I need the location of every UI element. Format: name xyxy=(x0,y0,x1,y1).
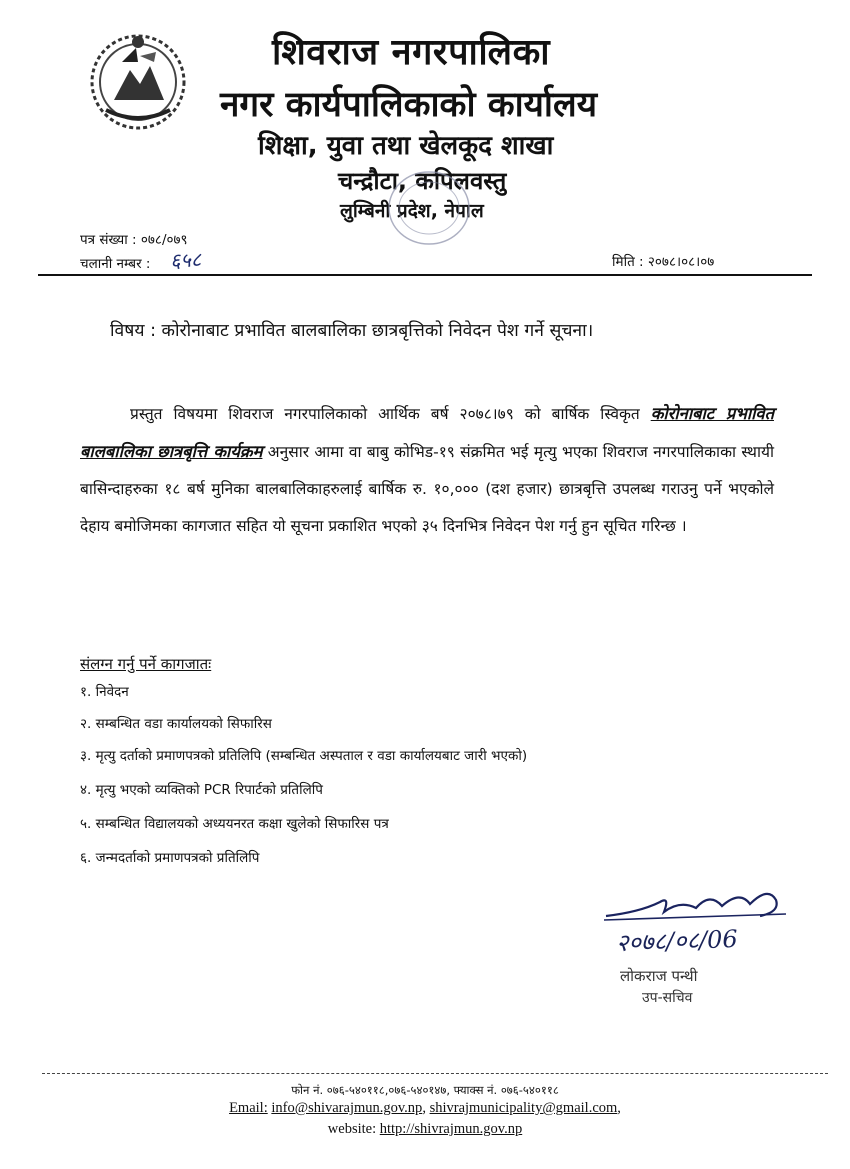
reference-number: पत्र संख्या : ०७८/०७९ xyxy=(80,232,188,248)
email-link-primary[interactable]: info@shivarajmun.gov.np xyxy=(271,1100,423,1116)
nepal-emblem-logo xyxy=(84,26,192,134)
footer-email-line xyxy=(0,1100,850,1117)
office-name: नगर कार्यपालिकाको कार्यालय xyxy=(220,85,598,125)
signatory-name: लोकराज पन्थी xyxy=(620,967,698,985)
municipality-name: शिवराज नगरपालिका xyxy=(272,32,551,73)
dispatch-number-handwritten: ६५८ xyxy=(169,247,202,273)
office-province: लुम्बिनी प्रदेश, नेपाल xyxy=(340,200,484,222)
letter-date: मिति : २०७८।०८।०७ xyxy=(612,254,715,270)
email-separator: , xyxy=(422,1100,426,1116)
office-location: चन्द्रौटा, कपिलवस्तु xyxy=(338,167,507,195)
attachments-heading: संलग्न गर्नु पर्ने कागजातः xyxy=(80,655,212,673)
office-stamp xyxy=(384,166,474,250)
program-name: कोरोनाबाट प्रभावित बालबालिका छात्रबृत्ति कार्यक्रम xyxy=(80,404,774,461)
header-divider xyxy=(38,274,812,276)
signature-date-handwritten: २०७८/०८/06 xyxy=(615,924,739,958)
attachment-item: ४. मृत्यु भएको व्यक्तिको PCR रिपार्टको प्रतिलिपि xyxy=(80,782,323,798)
body-details: अनुसार आमा वा बाबु कोभिड-१९ संक्रमित भई मृत्यु भएका शिवराज नगरपालिकाका स्थायी बासिन्दाहरुका १८ बर्ष मुनिका बालबालिकाहरुलाई बार्षिक रु. १०,००० (दश हजार) छात्रबृत्ति उपलब्ध गराउनु पर्ने भएकोले देहाय बमोजिमका कागजात सहित यो सूचना प्रकाशित भएको ३५ दिनभित्र निवेदन पेश गर्नु हुन सूचित गरिन्छ । xyxy=(80,443,774,535)
signatory-title: उप-सचिव xyxy=(642,990,693,1006)
attachment-item: २. सम्बन्धित वडा कार्यालयको सिफारिस xyxy=(80,716,272,732)
footer-phone: फोन नं. ०७६-५४०११८,०७६-५४०१४७, फ्याक्स नं. ०७६-५४०११८ xyxy=(291,1083,559,1097)
website-link[interactable]: http://shivrajmun.gov.np xyxy=(379,1121,523,1137)
body-intro: प्रस्तुत विषयमा शिवराज नगरपालिकाको आर्थिक बर्ष २०७८।७९ को बार्षिक स्विकृत xyxy=(130,405,640,423)
email-label: Email: xyxy=(229,1100,268,1116)
attachment-item: ६. जन्मदर्ताको प्रमाणपत्रको प्रतिलिपि xyxy=(80,850,260,866)
letter-subject: विषय : कोरोनाबाट प्रभावित बालबालिका छात्रबृत्तिको निवेदन पेश गर्ने सूचना। xyxy=(110,321,594,341)
dispatch-number-label: चलानी नम्बर : xyxy=(80,256,151,272)
footer-divider xyxy=(42,1073,828,1074)
website-label: website: xyxy=(327,1121,377,1137)
email-link-secondary[interactable]: shivrajmunicipality@gmail.com xyxy=(429,1100,618,1116)
letter-body xyxy=(80,395,774,545)
footer-website-line xyxy=(0,1121,850,1138)
attachment-item: १. निवेदन xyxy=(80,684,129,700)
department-name: शिक्षा, युवा तथा खेलकूद शाखा xyxy=(258,131,554,161)
email-end: , xyxy=(617,1100,621,1116)
attachment-item: ३. मृत्यु दर्ताको प्रमाणपत्रको प्रतिलिपि (सम्बन्धित अस्पताल र वडा कार्यालयबाट जारी भएको) xyxy=(80,748,528,764)
attachment-item: ५. सम्बन्धित विद्यालयको अध्ययनरत कक्षा खुलेको सिफारिस पत्र xyxy=(80,816,389,832)
